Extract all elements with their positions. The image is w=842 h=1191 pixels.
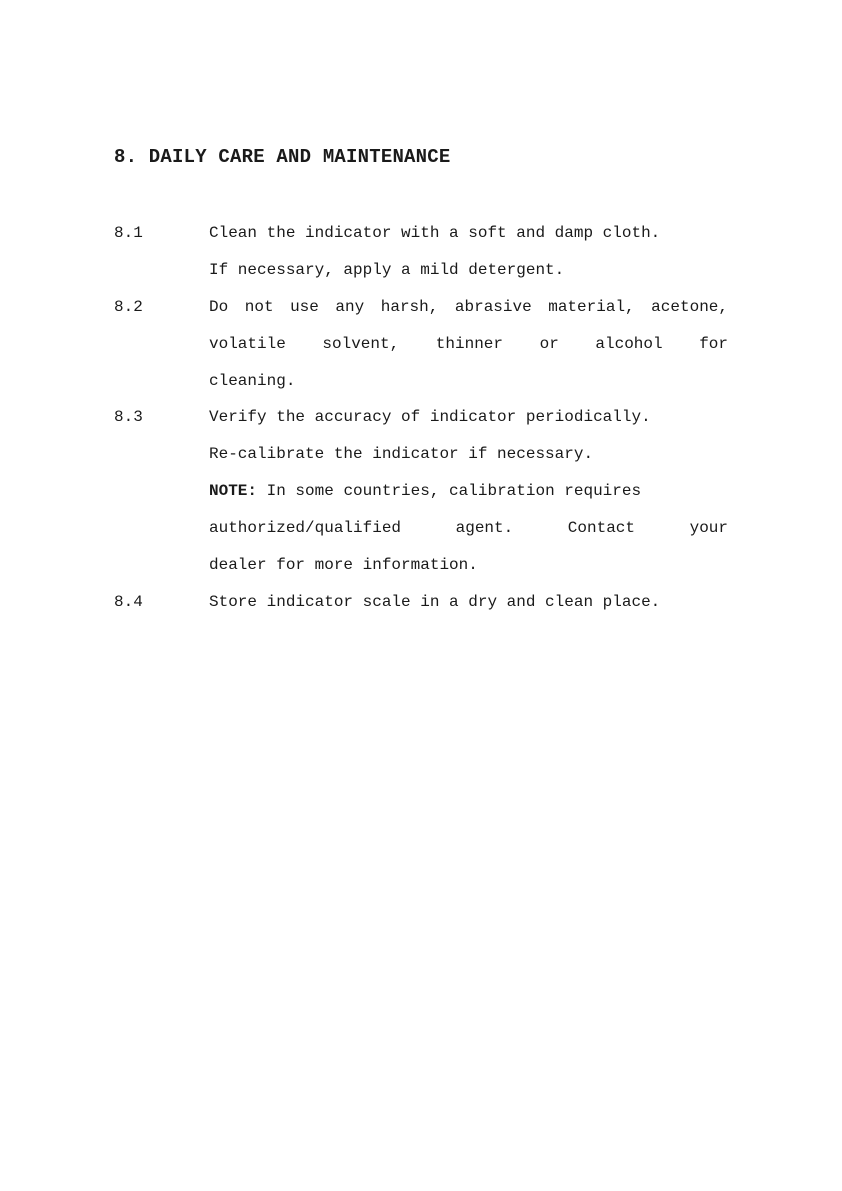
section-heading: 8. DAILY CARE AND MAINTENANCE — [114, 146, 451, 168]
item-line: Re-calibrate the indicator if necessary. — [209, 445, 594, 463]
item-number: 8.2 — [114, 298, 143, 316]
item-number: 8.4 — [114, 593, 143, 611]
item-line: Store indicator scale in a dry and clean place. — [209, 593, 661, 611]
item-line: Verify the accuracy of indicator periodically. — [209, 408, 651, 426]
item-text — [209, 399, 728, 584]
item-line: Clean the indicator with a soft and damp cloth. — [209, 224, 661, 242]
note-line: authorized/qualified agent. Contact your — [209, 519, 728, 537]
note-text: In some countries, calibration requires — [266, 482, 642, 500]
item-line: If necessary, apply a mild detergent. — [209, 261, 565, 279]
item-text — [209, 289, 728, 400]
note-line — [209, 473, 728, 510]
item-line: cleaning. — [209, 372, 296, 390]
item-text — [209, 584, 728, 621]
note-label: NOTE: — [209, 482, 258, 500]
item-text — [209, 215, 728, 289]
item-line: volatile solvent, thinner or alcohol for — [209, 335, 728, 353]
item-number: 8.3 — [114, 408, 143, 426]
item-number: 8.1 — [114, 224, 143, 242]
note-line: dealer for more information. — [209, 556, 478, 574]
item-line: Do not use any harsh, abrasive material, acetone, — [209, 298, 728, 316]
